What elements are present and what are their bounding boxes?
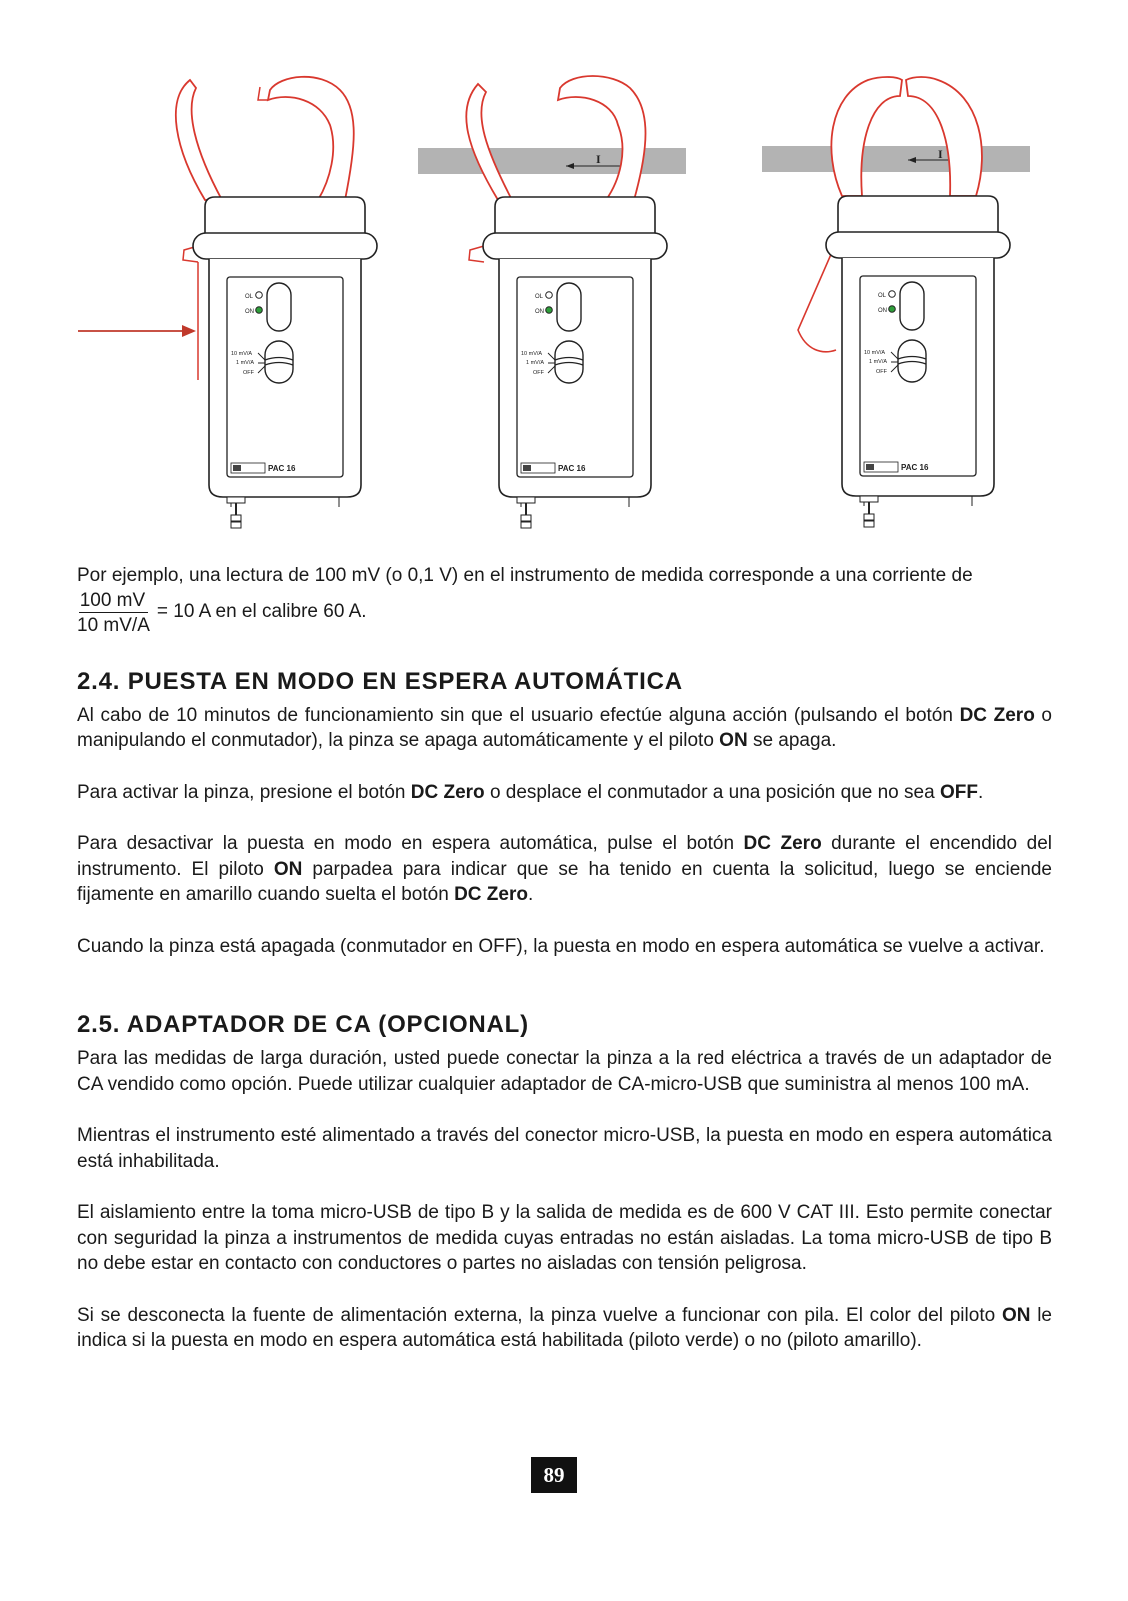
- clamp-usage-figure: [0, 0, 1128, 560]
- current-label: I: [596, 152, 601, 166]
- paragraph: Al cabo de 10 minutos de funcionamiento sin que el usuario efectúe alguna acción (pulsando el botón DC Zero o manipulando el conmutador), la pinza se apaga automáticamente y el piloto ON se apaga.: [77, 704, 1052, 751]
- on-label: ON: [245, 309, 254, 315]
- clamp-jaw-right: [268, 77, 354, 200]
- clamp-jaw-left: [466, 84, 512, 200]
- model-label: PAC 16: [558, 464, 586, 473]
- conductor-bar: [762, 146, 1030, 172]
- range-label: OFF: [243, 370, 254, 376]
- range-label: OFF: [533, 370, 544, 376]
- formula-numerator: 100 mV: [79, 589, 148, 613]
- ol-label: OL: [878, 293, 887, 299]
- clamp-jaw-right: [906, 77, 982, 196]
- clamp-meter-3: [798, 77, 1010, 527]
- clamp-trigger: [798, 252, 836, 352]
- paragraph: Mientras el instrumento esté alimentado a través del conector micro-USB, la puesta en modo en espera automática está inhabilitada.: [77, 1125, 1052, 1172]
- page-number: 89: [531, 1457, 577, 1493]
- formula-result: = 10 A en el calibre 60 A.: [156, 601, 367, 622]
- formula-denominator: 10 mV/A: [77, 614, 150, 636]
- ol-label: OL: [245, 294, 254, 300]
- clamp-meter-1: [78, 77, 377, 528]
- current-label: I: [938, 147, 943, 161]
- paragraph: Cuando la pinza está apagada (conmutador en OFF), la puesta en modo en espera automática se vuelve a activar.: [77, 935, 1045, 957]
- ol-label: OL: [535, 294, 544, 300]
- paragraph: Para activar la pinza, presione el botón DC Zero o desplace el conmutador a una posición que no sea OFF.: [77, 781, 984, 803]
- range-label: OFF: [876, 369, 887, 375]
- clamp-jaw-right: [558, 76, 646, 200]
- clamp-trigger: [469, 246, 484, 262]
- example-formula: [77, 589, 1052, 637]
- probe-arrow: [78, 325, 196, 337]
- range-label: 10 mV/A: [521, 351, 543, 357]
- on-label: ON: [878, 308, 887, 314]
- formula-fraction: [77, 589, 150, 637]
- section-heading-auto-standby: 2.4. PUESTA EN MODO EN ESPERA AUTOMÁTICA: [77, 667, 683, 695]
- paragraph: Si se desconecta la fuente de alimentación externa, la pinza vuelve a funcionar con pila. El color del piloto ON le indica si la puesta en modo en espera automática está habilitada (piloto verde) o no (piloto amarillo).: [77, 1304, 1052, 1351]
- clamp-jaw-left: [831, 77, 902, 196]
- range-label: 1 mV/A: [526, 360, 545, 366]
- section-heading-ac-adapter: 2.5. ADAPTADOR DE CA (OPCIONAL): [77, 1011, 529, 1038]
- on-label: ON: [535, 309, 544, 315]
- paragraph: El aislamiento entre la toma micro-USB de tipo B y la salida de medida es de 600 V CAT III. Esto permite conectar con seguridad la pinza a instrumentos de medida cuyas entradas no están aisladas. La toma micro-USB de tipo B no debe estar en contacto con conductores o partes no aisladas con tensión peligrosa.: [77, 1202, 1052, 1274]
- example-sentence: Por ejemplo, una lectura de 100 mV (o 0,1 V) en el instrumento de medida corresponde a una corriente de: [77, 565, 973, 586]
- conductor-bar: [418, 148, 686, 174]
- range-label: 1 mV/A: [236, 360, 255, 366]
- paragraph: Para las medidas de larga duración, usted puede conectar la pinza a la red eléctrica a través de un adaptador de CA vendido como opción. Puede utilizar cualquier adaptador de CA-micro-USB que suministra al menos 100 mA.: [77, 1048, 1052, 1095]
- range-label: 10 mV/A: [864, 350, 886, 356]
- page-content: [77, 563, 1052, 1354]
- clamp-meter-2: [466, 76, 667, 528]
- range-label: 1 mV/A: [869, 359, 888, 365]
- clamp-jaw-left: [176, 80, 222, 200]
- model-label: PAC 16: [901, 463, 929, 472]
- model-label: PAC 16: [268, 464, 296, 473]
- paragraph: Para desactivar la puesta en modo en espera automática, pulse el botón DC Zero durante el encendido del instrumento. El piloto ON parpadea para indicar que se ha tenido en cuenta la solicitud, luego se enciende fijamente en amarillo cuando suelta el botón DC Zero.: [77, 833, 1053, 905]
- range-label: 10 mV/A: [231, 351, 253, 357]
